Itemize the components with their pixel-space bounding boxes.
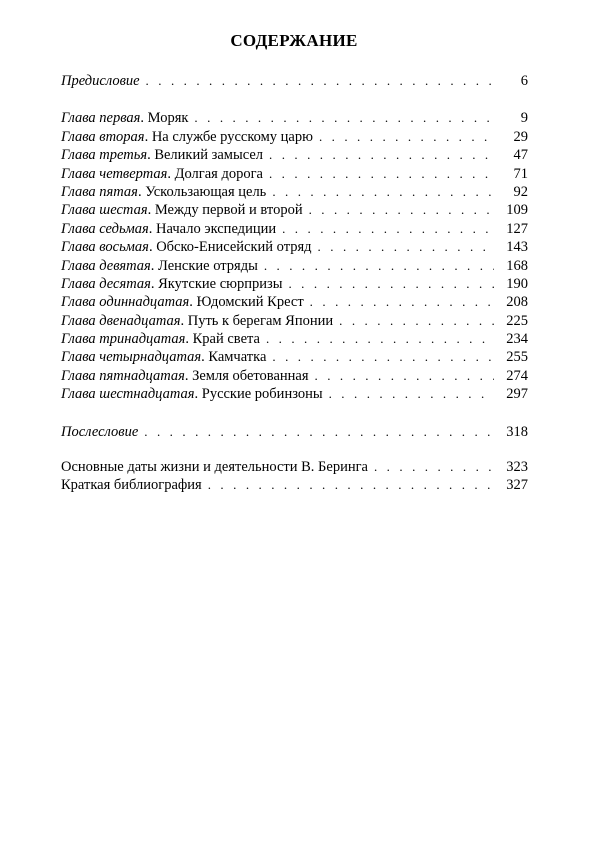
- dot-leader: [315, 367, 495, 385]
- toc-page-number: 208: [506, 294, 528, 311]
- toc-page-number: 92: [513, 183, 528, 200]
- toc-entry-label: Предисловие: [61, 73, 140, 89]
- toc-entry-chapter-2[interactable]: [61, 128, 528, 146]
- toc-page-number: 71: [513, 165, 528, 182]
- dot-leader: [329, 385, 494, 403]
- toc-page-number: 47: [513, 147, 528, 164]
- page-title: СОДЕРЖАНИЕ: [230, 31, 358, 50]
- toc-page-number: 29: [513, 128, 528, 145]
- dot-leader: [272, 348, 494, 366]
- toc-entry-chapter-11[interactable]: [61, 293, 528, 311]
- dot-leader: [309, 201, 494, 219]
- toc-page-number: 190: [506, 275, 528, 292]
- toc-entry-chapter-1[interactable]: [61, 109, 528, 127]
- toc-page-number: 323: [506, 459, 528, 476]
- table-of-contents: [61, 72, 528, 495]
- toc-entry-label: Глава третья. Великий замысел: [61, 147, 263, 164]
- toc-entry-bibliography[interactable]: [61, 476, 528, 494]
- toc-entry-label: Глава двенадцатая. Путь к берегам Японии: [61, 312, 334, 329]
- dot-leader: [282, 220, 494, 238]
- toc-entry-label: Основные даты жизни и деятельности В. Беринга: [61, 459, 368, 476]
- toc-entry-label: Глава тринадцатая. Край света: [61, 331, 260, 348]
- toc-entry-afterword[interactable]: [61, 423, 528, 441]
- toc-page-number: 168: [506, 257, 528, 274]
- toc-entry-chapter-3[interactable]: [61, 146, 528, 164]
- toc-entry-label: Глава восьмая. Обско-Енисейский отряд: [61, 239, 312, 256]
- toc-entry-label: Глава вторая. На службе русскому царю: [61, 128, 313, 145]
- toc-entry-chapter-6[interactable]: [61, 201, 528, 219]
- toc-entry-label: Глава шестая. Между первой и второй: [61, 202, 303, 219]
- toc-entry-label: Глава пятнадцатая. Земля обетованная: [61, 367, 309, 384]
- toc-entry-chapter-13[interactable]: [61, 330, 528, 348]
- toc-entry-label: Послесловие: [61, 423, 139, 440]
- toc-entry-label: Глава шестнадцатая. Русские робинзоны: [61, 386, 323, 403]
- toc-entry-chapter-15[interactable]: [61, 367, 528, 385]
- toc-page-number: 143: [506, 239, 528, 256]
- dot-leader: [339, 312, 494, 330]
- toc-entry-chapter-10[interactable]: [61, 275, 528, 293]
- toc-entry-label: Глава десятая. Якутские сюрпризы: [61, 275, 283, 292]
- toc-entry-preface[interactable]: [61, 72, 528, 90]
- toc-entry-chapter-8[interactable]: [61, 238, 528, 256]
- toc-page-number: 318: [506, 423, 528, 440]
- toc-page-number: 6: [520, 73, 528, 89]
- toc-entry-label: Глава седьмая. Начало экспедиции: [61, 220, 277, 237]
- toc-page-number: 9: [520, 110, 528, 127]
- dot-leader: [269, 146, 494, 164]
- toc-page-number: 327: [506, 477, 528, 494]
- dot-leader: [272, 183, 494, 201]
- toc-entry-label: Глава пятая. Ускользающая цель: [61, 183, 267, 200]
- dot-leader: [208, 476, 494, 494]
- toc-entry-chapter-4[interactable]: [61, 165, 528, 183]
- dot-leader: [269, 165, 494, 183]
- toc-entry-chapter-12[interactable]: [61, 312, 528, 330]
- toc-page-number: 274: [506, 367, 528, 384]
- toc-entry-chapter-7[interactable]: [61, 220, 528, 238]
- dot-leader: [146, 72, 494, 90]
- dot-leader: [264, 257, 494, 275]
- toc-entry-chapter-5[interactable]: [61, 183, 528, 201]
- dot-leader: [318, 238, 494, 256]
- toc-entry-label: Глава четвертая. Долгая дорога: [61, 165, 263, 182]
- toc-entry-chapter-14[interactable]: [61, 348, 528, 366]
- toc-entry-chapter-16[interactable]: [61, 385, 528, 403]
- dot-leader: [288, 275, 494, 293]
- toc-page-number: 297: [506, 386, 528, 403]
- toc-page-number: 234: [506, 331, 528, 348]
- toc-entry-label: Глава девятая. Ленские отряды: [61, 257, 258, 274]
- toc-entry-dates[interactable]: [61, 458, 528, 476]
- toc-page-number: 255: [506, 349, 528, 366]
- toc-entry-label: Глава четырнадцатая. Камчатка: [61, 349, 267, 366]
- dot-leader: [194, 109, 494, 127]
- toc-entry-label: Краткая библиография: [61, 477, 202, 494]
- toc-page-number: 109: [506, 202, 528, 219]
- dot-leader: [144, 423, 494, 441]
- toc-entry-label: Глава одиннадцатая. Юдомский Крест: [61, 294, 304, 311]
- toc-page-number: 225: [506, 312, 528, 329]
- toc-page-number: 127: [506, 220, 528, 237]
- dot-leader: [319, 128, 494, 146]
- dot-leader: [374, 458, 494, 476]
- dot-leader: [310, 293, 494, 311]
- toc-entry-chapter-9[interactable]: [61, 257, 528, 275]
- dot-leader: [266, 330, 494, 348]
- toc-entry-label: Глава первая. Моряк: [61, 110, 189, 127]
